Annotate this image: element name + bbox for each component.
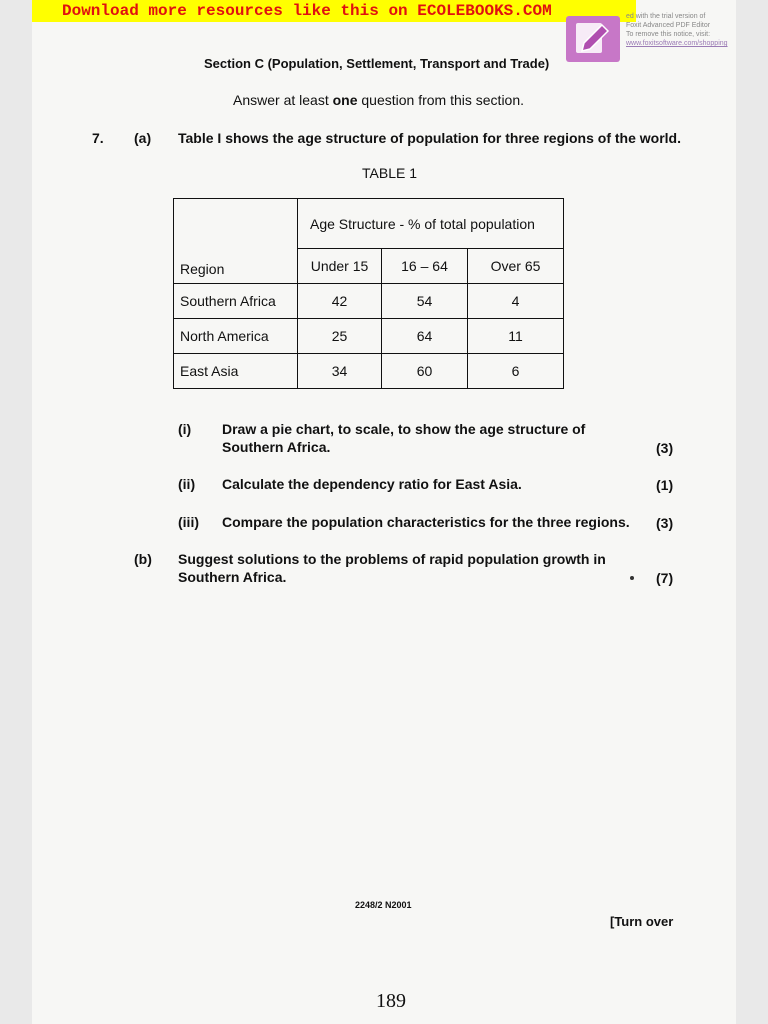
table-row	[174, 354, 564, 389]
download-banner[interactable]: Download more resources like this on ECOLEBOOKS.COM	[32, 0, 636, 22]
part-a-label: (a)	[134, 130, 152, 146]
instruction-text-end: question from this section.	[357, 92, 525, 108]
watermark-link[interactable]: www.foxitsoftware.com/shopping	[626, 40, 728, 47]
value-cell: 60	[382, 354, 468, 389]
subpart-text: Compare the population characteristics for the three regions.	[222, 514, 630, 530]
watermark-line: Foxit Advanced PDF Editor	[626, 22, 711, 29]
region-cell: Southern Africa	[174, 284, 298, 319]
paper-code: 2248/2 N2001	[355, 900, 412, 910]
value-cell: 54	[382, 284, 468, 319]
value-cell: 42	[298, 284, 382, 319]
region-header-cell	[174, 199, 298, 284]
age-structure-table	[173, 198, 564, 389]
region-header: Region	[180, 261, 225, 277]
subpart-text-start: Draw a pie chart, to	[222, 421, 356, 437]
subpart-text-end: , to show the age structure of	[390, 421, 586, 437]
subpart-emphasis: scale	[355, 421, 391, 437]
region-cell: East Asia	[174, 354, 298, 389]
subpart-label: (i)	[178, 421, 192, 437]
part-b-marks: (7)	[656, 570, 674, 586]
region-cell: North America	[174, 319, 298, 354]
subpart-text: Calculate the dependency ratio for East Asia.	[222, 476, 522, 492]
column-header: Under 15	[298, 249, 382, 284]
value-cell: 64	[382, 319, 468, 354]
value-cell: 6	[468, 354, 564, 389]
part-b-text: Suggest solutions to the problems of rapid population growth in	[178, 551, 606, 567]
value-cell: 11	[468, 319, 564, 354]
instruction-emphasis: one	[332, 92, 358, 108]
subpart-marks: (3)	[656, 440, 674, 456]
stray-mark	[630, 576, 634, 580]
table-caption: TABLE 1	[362, 165, 417, 181]
subpart-label: (ii)	[178, 476, 196, 492]
question-number: 7.	[92, 130, 104, 146]
turn-over: [Turn over	[610, 914, 674, 929]
subpart-marks: (1)	[656, 477, 674, 493]
pdf-editor-logo-icon	[566, 16, 620, 62]
subpart-text-line2: Southern Africa.	[222, 439, 331, 455]
table-row	[174, 284, 564, 319]
subpart-text	[222, 421, 585, 437]
table-row	[174, 199, 564, 249]
subpart-marks: (3)	[656, 515, 674, 531]
column-header: 16 – 64	[382, 249, 468, 284]
part-b-text-line2: Southern Africa.	[178, 569, 287, 585]
watermark-line: ed with the trial version of	[626, 13, 706, 20]
value-cell: 25	[298, 319, 382, 354]
value-cell: 34	[298, 354, 382, 389]
part-b-label: (b)	[134, 551, 152, 567]
instruction-text: Answer at least	[233, 92, 333, 108]
instruction	[233, 92, 524, 108]
part-a-text: Table I shows the age structure of population for three regions of the world.	[178, 130, 682, 146]
watermark-text	[626, 12, 736, 48]
foxit-watermark	[566, 12, 726, 62]
section-title: Section C (Population, Settlement, Transport and Trade)	[204, 56, 550, 71]
table-row	[174, 319, 564, 354]
exam-page	[32, 0, 736, 1024]
watermark-line: To remove this notice, visit:	[626, 31, 711, 38]
subpart-label: (iii)	[178, 514, 199, 530]
page-number: 189	[376, 990, 406, 1012]
group-header: Age Structure - % of total population	[298, 199, 564, 249]
column-header: Over 65	[468, 249, 564, 284]
value-cell: 4	[468, 284, 564, 319]
